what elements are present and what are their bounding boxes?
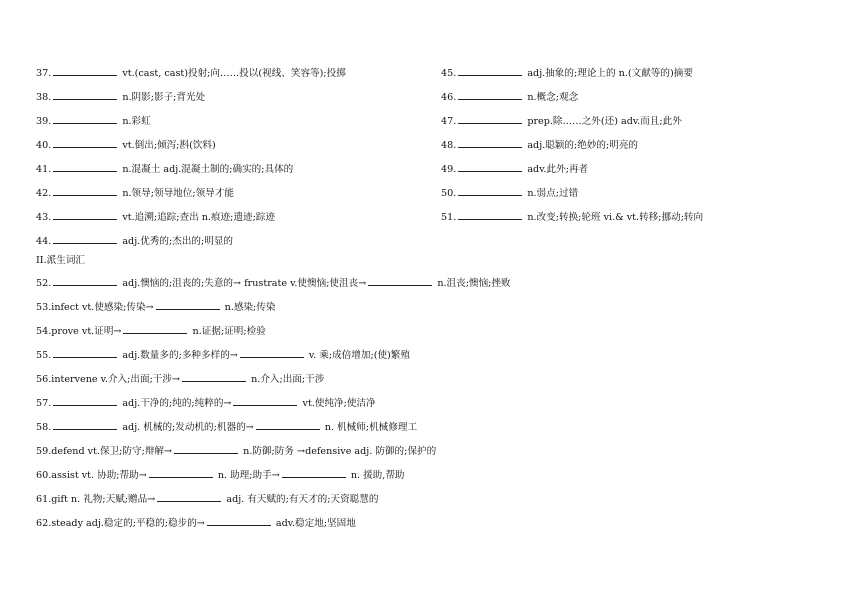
vocab-item-40 [36,138,216,152]
answer-blank[interactable] [182,372,246,382]
item-number: 55. [36,350,52,361]
item-text: n. 援助,帮助 [350,470,405,481]
vocab-item-46 [441,90,578,104]
answer-blank[interactable] [53,186,117,196]
answer-blank[interactable] [458,210,522,220]
item-definition: n.改变;转换;轮班 vi.& vt.转移;挪动;转向 [527,212,704,223]
derived-item-57 [36,396,376,410]
derived-item-58 [36,420,417,434]
answer-blank[interactable] [53,138,117,148]
derived-item-52 [36,276,511,290]
answer-blank[interactable] [174,444,238,454]
item-definition: adv.此外;再者 [527,164,589,175]
answer-blank[interactable] [53,276,117,286]
item-text: n.感染;传染 [224,302,276,313]
vocab-item-45 [441,66,693,80]
item-text: n.证据;证明;检验 [192,326,266,337]
vocab-item-43 [36,210,275,224]
item-number: 46. [441,92,457,103]
answer-blank[interactable] [458,90,522,100]
item-text: 61.gift n. 礼物;天赋;赠品→ [36,494,156,505]
item-text: 54.prove vt.证明→ [36,326,122,337]
item-number: 58. [36,422,52,433]
item-definition: n.彩虹 [122,116,151,127]
answer-blank[interactable] [156,300,220,310]
vocab-item-48 [441,138,638,152]
item-definition: n.阴影;影子;背光处 [122,92,206,103]
answer-blank[interactable] [53,162,117,172]
item-text: adj. 机械的;发动机的;机器的→ [122,422,254,433]
answer-blank[interactable] [233,396,297,406]
vocab-item-47 [441,114,682,128]
item-definition: vt.(cast, cast)投射;向……投以(视线、笑容等);投掷 [122,68,346,79]
answer-blank[interactable] [53,420,117,430]
item-text: n. 机械师;机械修理工 [324,422,418,433]
answer-blank[interactable] [149,468,213,478]
item-number: 48. [441,140,457,151]
vocab-item-42 [36,186,234,200]
item-text: n.沮丧;懊恼;挫败 [437,278,511,289]
answer-blank[interactable] [458,66,522,76]
item-definition: adj.聪颖的;绝妙的;明亮的 [527,140,639,151]
item-text: vt.使纯净;使洁净 [302,398,376,409]
item-text: v. 乘;成倍增加;(使)繁殖 [308,350,410,361]
answer-blank[interactable] [207,516,271,526]
item-text: n. 助理;助手→ [217,470,280,481]
item-text: adv.稳定地;坚固地 [275,518,356,529]
item-definition: adj.优秀的;杰出的;明显的 [122,236,234,247]
item-definition: prep.除……之外(还) adv.而且;此外 [527,116,682,127]
answer-blank[interactable] [256,420,320,430]
derived-item-54 [36,324,266,338]
vocab-item-44 [36,234,233,248]
answer-blank[interactable] [458,138,522,148]
derived-item-61 [36,492,378,506]
answer-blank[interactable] [53,234,117,244]
derived-item-60 [36,468,405,482]
item-number: 42. [36,188,52,199]
item-number: 57. [36,398,52,409]
answer-blank[interactable] [53,90,117,100]
answer-blank[interactable] [458,114,522,124]
item-text: adj. 有天赋的;有天才的;天资聪慧的 [226,494,379,505]
item-text: adj.干净的;纯的;纯粹的→ [122,398,232,409]
vocab-item-50 [441,186,578,200]
vocab-item-38 [36,90,205,104]
item-text: adj.数量多的;多种多样的→ [122,350,238,361]
vocab-item-37 [36,66,346,80]
item-definition: vt.倒出;倾泻;斟(饮料) [122,140,216,151]
derived-item-53 [36,300,275,314]
answer-blank[interactable] [53,348,117,358]
item-definition: vt.追溯;追踪;查出 n.痕迹;遗迹;踪迹 [122,212,275,223]
item-number: 44. [36,236,52,247]
vocab-item-41 [36,162,293,176]
item-text: 59.defend vt.保卫;防守;辩解→ [36,446,173,457]
item-text: adj.懊恼的;沮丧的;失意的→ frustrate v.使懊恼;使沮丧→ [122,278,367,289]
item-definition: n.领导;领导地位;领导才能 [122,188,234,199]
answer-blank[interactable] [157,492,221,502]
derived-item-55 [36,348,410,362]
section-title: II.派生词汇 [36,255,86,266]
item-text: n.介入;出面;干涉 [251,374,325,385]
answer-blank[interactable] [53,114,117,124]
item-definition: n.概念;观念 [527,92,579,103]
item-number: 49. [441,164,457,175]
item-text: n.防御;防务 →defensive adj. 防御的;保护的 [243,446,437,457]
item-definition: adj.抽象的;理论上的 n.(文献等的)摘要 [527,68,693,79]
answer-blank[interactable] [123,324,187,334]
item-number: 52. [36,278,52,289]
answer-blank[interactable] [458,162,522,172]
vocab-item-51 [441,210,703,224]
item-number: 43. [36,212,52,223]
vocab-item-49 [441,162,588,176]
derived-item-62 [36,516,356,530]
answer-blank[interactable] [282,468,346,478]
vocab-item-39 [36,114,151,128]
answer-blank[interactable] [53,396,117,406]
answer-blank[interactable] [458,186,522,196]
item-number: 40. [36,140,52,151]
derived-item-56 [36,372,324,386]
item-number: 50. [441,188,457,199]
item-number: 39. [36,116,52,127]
derived-item-59 [36,444,436,458]
item-number: 41. [36,164,52,175]
answer-blank[interactable] [53,66,117,76]
answer-blank[interactable] [53,210,117,220]
item-definition: n.混凝土 adj.混凝土制的;确实的;具体的 [122,164,294,175]
item-number: 47. [441,116,457,127]
item-number: 37. [36,68,52,79]
item-definition: n.弱点;过错 [527,188,579,199]
item-number: 38. [36,92,52,103]
item-number: 45. [441,68,457,79]
item-text: 60.assist vt. 协助;帮助→ [36,470,147,481]
item-text: 56.intervene v.介入;出面;干涉→ [36,374,181,385]
item-text: 53.infect vt.使感染;传染→ [36,302,154,313]
answer-blank[interactable] [368,276,432,286]
answer-blank[interactable] [240,348,304,358]
item-text: 62.steady adj.稳定的;平稳的;稳步的→ [36,518,205,529]
item-number: 51. [441,212,457,223]
